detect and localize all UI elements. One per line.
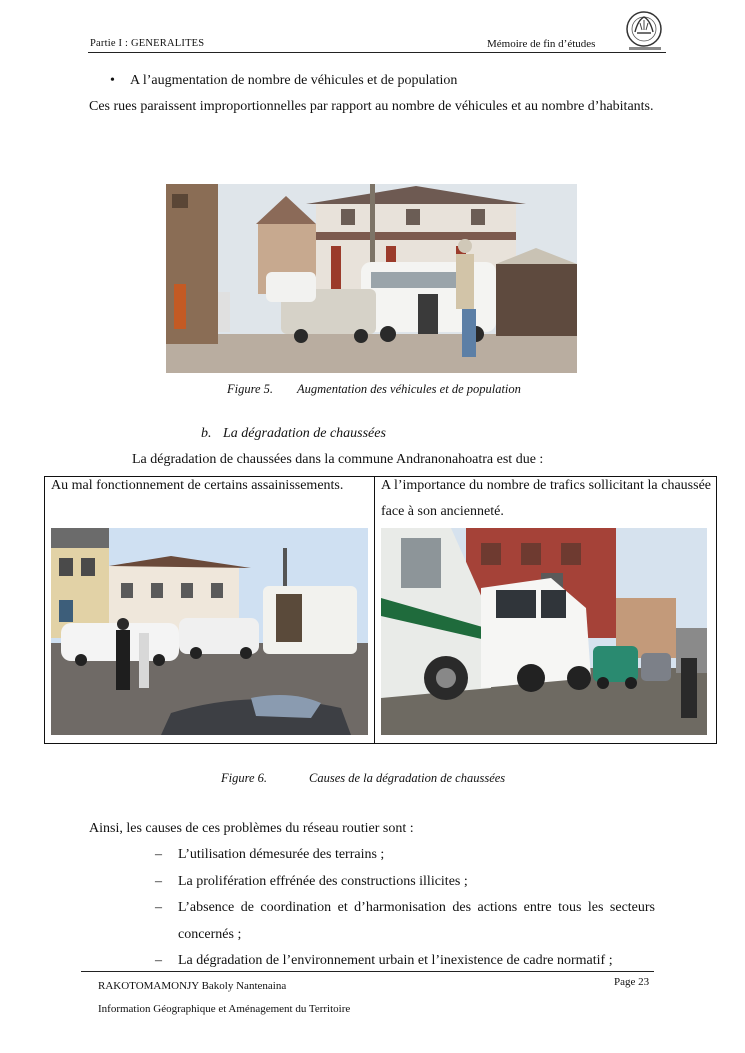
list-dash: – — [155, 873, 162, 889]
causes-table-left-cell: Au mal fonctionnement de certains assainissements. — [51, 478, 344, 493]
section-b-heading — [201, 421, 386, 447]
list-item — [155, 895, 655, 948]
figure-6-caption — [221, 771, 505, 786]
list-item — [155, 842, 655, 869]
university-seal-logo — [623, 10, 667, 52]
figure-5-caption — [227, 382, 521, 397]
conclusion-intro: Ainsi, les causes de ces problèmes du réseau routier sont : — [89, 821, 414, 836]
footer-rule — [81, 971, 654, 972]
list-item — [155, 869, 655, 896]
causes-list — [155, 842, 655, 975]
list-item-text: La prolifération effrénée des constructions illicites ; — [178, 873, 468, 889]
figure-6-label: Figure 6. — [221, 771, 268, 785]
footer-author: RAKOTOMAMONJY Bakoly Nantenaina — [98, 980, 287, 992]
bullet-text: A l’augmentation de nombre de véhicules et de population — [130, 73, 458, 88]
figure-5-caption-text: Augmentation des véhicules et de population — [297, 382, 521, 396]
intro-paragraph: Ces rues paraissent improportionnelles par rapport au nombre de véhicules et au nombre d’habitants. — [89, 99, 654, 114]
bullet-symbol: • — [110, 73, 115, 88]
list-item-text: L’absence de coordination et d’harmonisation des actions entre tous les secteurs concernés ; — [178, 900, 655, 942]
footer-page-number: Page 23 — [614, 976, 650, 988]
causes-table-right-cell: A l’importance du nombre de trafics sollicitant la chaussée face à son ancienneté. — [381, 478, 711, 519]
list-item-text: L’utilisation démesurée des terrains ; — [178, 847, 385, 862]
figure-5-photo — [166, 184, 577, 373]
header-part-title: Partie I : GENERALITES — [90, 38, 205, 49]
section-b-label: b. — [201, 426, 212, 441]
figure-6-caption-text: Causes de la dégradation de chaussées — [309, 771, 506, 785]
causes-table-divider — [374, 476, 375, 744]
figure-5-label: Figure 5. — [227, 382, 274, 396]
list-dash: – — [155, 900, 162, 915]
bullet-item — [110, 68, 457, 94]
header-rule — [88, 52, 666, 53]
list-item-text: La dégradation de l’environnement urbain et l’inexistence de cadre normatif ; — [178, 953, 613, 968]
section-b-title: La dégradation de chaussées — [223, 426, 386, 441]
figure-6-right-photo — [381, 528, 707, 735]
section-b-intro: La dégradation de chaussées dans la commune Andranonahoatra est due : — [132, 452, 544, 467]
footer-department: Information Géographique et Aménagement du Territoire — [98, 1003, 351, 1015]
list-dash: – — [155, 953, 162, 968]
figure-6-left-photo — [51, 528, 368, 735]
list-dash: – — [155, 847, 162, 862]
header-document-type: Mémoire de fin d’études — [487, 38, 596, 50]
